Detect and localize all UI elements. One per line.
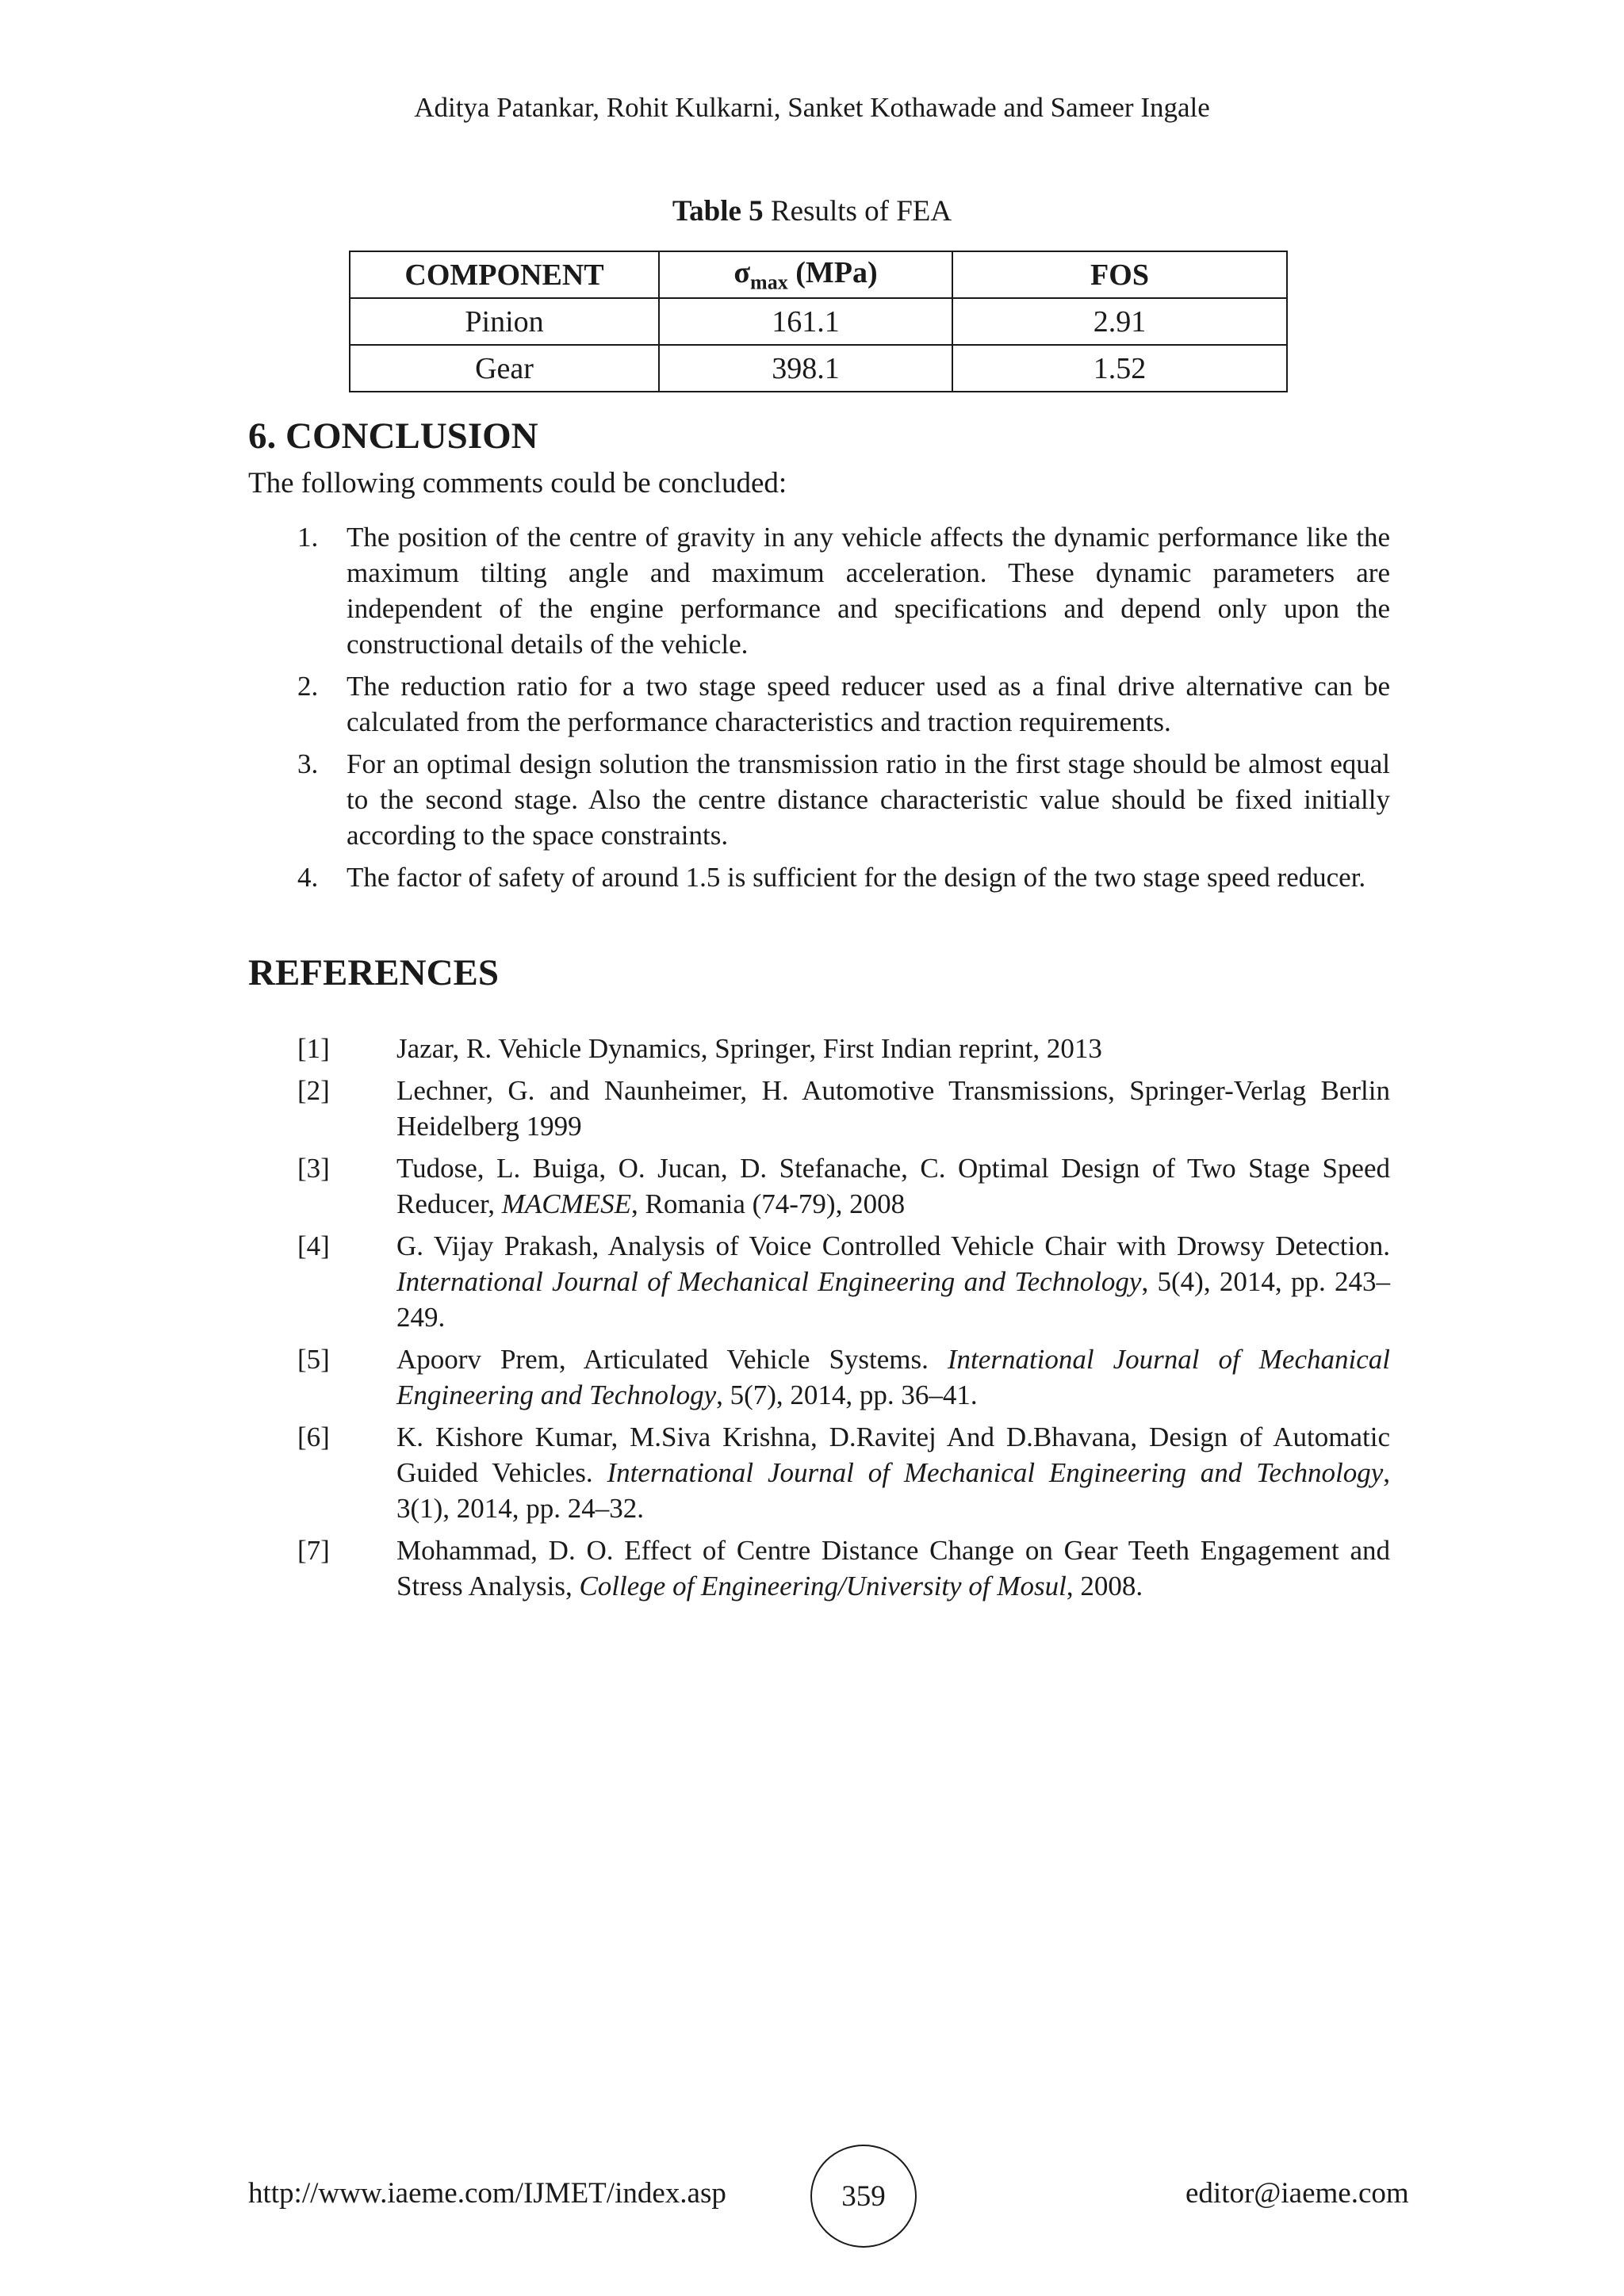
table-row [350, 345, 1287, 392]
reference-source: College of Engineering/University of Mosul [579, 1571, 1067, 1601]
reference-item [297, 1031, 1390, 1066]
col-header-component: COMPONENT [350, 251, 659, 298]
list-item-text: For an optimal design solution the transmission ratio in the first stage should be almost equal to the second stage. Also the centre distance characteristic value should be fixed initially according to the space constraints. [347, 748, 1390, 851]
reference-source: International Journal of Mechanical Engineering and Technology [607, 1457, 1384, 1488]
references-list [297, 1031, 1390, 1610]
reference-number: [5] [297, 1344, 330, 1375]
reference-item [297, 1073, 1390, 1144]
list-item-text: The position of the centre of gravity in any vehicle affects the dynamic performance like the maximum tilting angle and maximum acceleration. These dynamic parameters are independent of the engine performance and specifications and depend only upon the constructional details of the vehicle. [347, 522, 1390, 660]
cell-component: Pinion [350, 298, 659, 345]
cell-fos: 2.91 [952, 298, 1287, 345]
page-number: 359 [810, 2145, 917, 2248]
reference-details: , 3(1), 2014, pp. 24–32. [396, 1457, 1390, 1524]
reference-text: Jazar, R. Vehicle Dynamics, Springer, First Indian reprint, 2013 [396, 1033, 1102, 1064]
reference-item [297, 1341, 1390, 1413]
reference-details: , Romania (74-79), 2008 [631, 1188, 906, 1219]
reference-text: K. Kishore Kumar, M.Siva Krishna, D.Ravitej And D.Bhavana, Design of Automatic Guided Vehicles. [396, 1422, 1390, 1488]
col-header-sigma [659, 251, 952, 298]
reference-number: [7] [297, 1535, 330, 1566]
cell-fos: 1.52 [952, 345, 1287, 392]
reference-text: G. Vijay Prakash, Analysis of Voice Controlled Vehicle Chair with Drowsy Detection. [396, 1230, 1390, 1261]
references-heading: REFERENCES [248, 952, 500, 993]
reference-item [297, 1533, 1390, 1604]
list-item-number: 4. [297, 862, 319, 893]
list-item-number: 2. [297, 671, 319, 702]
reference-source: International Journal of Mechanical Engineering and Technology [396, 1344, 1390, 1410]
list-item [297, 859, 1390, 895]
conclusion-heading: 6. CONCLUSION [248, 415, 538, 457]
reference-details: , 5(4), 2014, pp. 243–249. [396, 1266, 1391, 1333]
reference-text: Tudose, L. Buiga, O. Jucan, D. Stefanache, C. Optimal Design of Two Stage Speed Reducer, [396, 1153, 1390, 1219]
list-item [297, 519, 1390, 662]
running-header: Aditya Patankar, Rohit Kulkarni, Sanket Kothawade and Sameer Ingale [414, 92, 1210, 123]
footer-url-link[interactable]: http://www.iaeme.com/IJMET/index.asp [248, 2177, 726, 2210]
list-item-number: 1. [297, 522, 319, 553]
cell-sigma: 398.1 [659, 345, 952, 392]
list-item-text: The reduction ratio for a two stage speed reducer used as a final drive alternative can be calculated from the performance characteristics and traction requirements. [347, 671, 1390, 737]
list-item [297, 668, 1390, 740]
sigma-subscript: max [750, 270, 788, 294]
conclusion-intro: The following comments could be concluded: [248, 467, 787, 499]
reference-item [297, 1150, 1390, 1222]
col-header-fos: FOS [952, 251, 1287, 298]
table-caption [0, 194, 1624, 228]
table-caption-label: Table 5 [672, 195, 764, 228]
reference-details: , 5(7), 2014, pp. 36–41. [716, 1380, 978, 1410]
cell-sigma: 161.1 [659, 298, 952, 345]
table-header-row [350, 251, 1287, 298]
table-row [350, 298, 1287, 345]
sigma-symbol: σ [733, 255, 751, 289]
fea-results-table [349, 251, 1288, 392]
reference-number: [1] [297, 1033, 330, 1064]
reference-number: [2] [297, 1075, 330, 1106]
cell-component: Gear [350, 345, 659, 392]
reference-number: [4] [297, 1230, 330, 1261]
table-caption-text: Results of FEA [763, 195, 952, 228]
reference-text: Lechner, G. and Naunheimer, H. Automotive Transmissions, Springer-Verlag Berlin Heidelberg 1999 [396, 1075, 1390, 1142]
list-item-text: The factor of safety of around 1.5 is sufficient for the design of the two stage speed reducer. [347, 862, 1366, 893]
list-item-number: 3. [297, 748, 319, 779]
reference-text: Apoorv Prem, Articulated Vehicle Systems. [396, 1344, 948, 1375]
conclusion-list [297, 519, 1390, 901]
reference-text: Mohammad, D. O. Effect of Centre Distance Change on Gear Teeth Engagement and Stress Analysis, [396, 1535, 1390, 1601]
list-item [297, 746, 1390, 853]
sigma-unit: (MPa) [787, 255, 878, 289]
reference-source: International Journal of Mechanical Engineering and Technology [396, 1266, 1142, 1297]
reference-details: , 2008. [1066, 1571, 1143, 1601]
reference-item [297, 1419, 1390, 1526]
reference-item [297, 1228, 1390, 1335]
reference-number: [3] [297, 1153, 330, 1184]
reference-source: MACMESE [501, 1188, 631, 1219]
reference-number: [6] [297, 1422, 330, 1452]
footer-email-link[interactable]: editor@iaeme.com [1185, 2177, 1409, 2210]
